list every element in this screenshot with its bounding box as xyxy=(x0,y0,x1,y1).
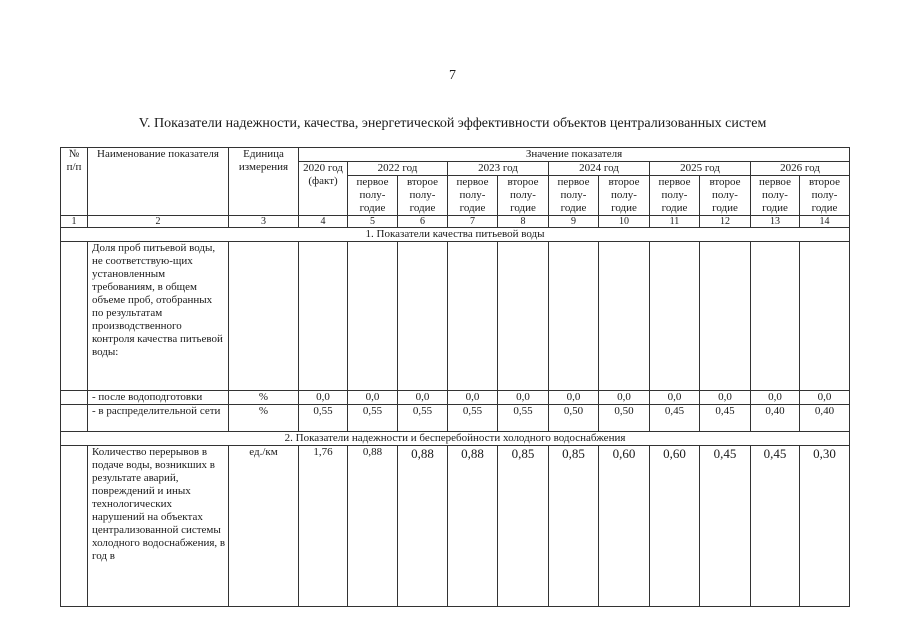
half-first-header: первое полу-годие xyxy=(549,176,599,216)
half-first-header: первое полу-годие xyxy=(348,176,398,216)
col-name-header: Наименование показателя xyxy=(88,148,229,216)
value-cell: 0,85 xyxy=(498,446,549,607)
column-index: 5 xyxy=(348,216,398,228)
indicator-name: - в распределительной сети xyxy=(88,405,229,432)
value-cell: 0,45 xyxy=(650,405,700,432)
col-num-header: № п/п xyxy=(61,148,88,216)
half-second-header: второе полу-годие xyxy=(599,176,650,216)
column-index: 1 xyxy=(61,216,88,228)
half-first-header: первое полу-годие xyxy=(448,176,498,216)
value-cell: 0,0 xyxy=(448,391,498,405)
value-cell: 0,40 xyxy=(751,405,800,432)
indicator-name: - после водоподготовки xyxy=(88,391,229,405)
value-cell: 0,0 xyxy=(498,391,549,405)
year-2023-header: 2023 год xyxy=(448,162,549,176)
half-first-header: первое полу-годие xyxy=(650,176,700,216)
value-cell: 0,0 xyxy=(599,391,650,405)
indicators-table xyxy=(60,147,850,607)
value-cell: 0,55 xyxy=(448,405,498,432)
value-cell: 0,60 xyxy=(650,446,700,607)
value-cell: 0,0 xyxy=(398,391,448,405)
value-cell: 0,0 xyxy=(348,391,398,405)
value-cell: 0,60 xyxy=(599,446,650,607)
value-cell: 0,30 xyxy=(800,446,850,607)
column-index: 9 xyxy=(549,216,599,228)
value-cell: 0,45 xyxy=(700,405,751,432)
value-cell: 0,85 xyxy=(549,446,599,607)
column-index: 10 xyxy=(599,216,650,228)
section-title: V. Показатели надежности, качества, энергетической эффективности объектов централизованных систем xyxy=(138,116,767,131)
value-cell: 0,55 xyxy=(348,405,398,432)
half-first-header: первое полу-годие xyxy=(751,176,800,216)
group-title: 1. Показатели качества питьевой воды xyxy=(61,228,850,242)
group-title: 2. Показатели надежности и бесперебойности холодного водоснабжения xyxy=(61,432,850,446)
value-cell: 0,50 xyxy=(599,405,650,432)
year-2020-header: 2020 год (факт) xyxy=(299,162,348,216)
value-cell: 0,88 xyxy=(398,446,448,607)
value-cell: 0,55 xyxy=(299,405,348,432)
column-index: 7 xyxy=(448,216,498,228)
table-row xyxy=(61,446,850,607)
value-cell: 0,55 xyxy=(498,405,549,432)
page-number: 7 xyxy=(449,68,456,83)
value-cell: 0,55 xyxy=(398,405,448,432)
col-value-header: Значение показателя xyxy=(299,148,850,162)
year-2024-header: 2024 год xyxy=(549,162,650,176)
half-second-header: второе полу-годие xyxy=(398,176,448,216)
value-cell: 0,40 xyxy=(800,405,850,432)
year-2026-header: 2026 год xyxy=(751,162,850,176)
column-index: 4 xyxy=(299,216,348,228)
value-cell: 0,45 xyxy=(751,446,800,607)
value-cell: 1,76 xyxy=(299,446,348,607)
column-index: 14 xyxy=(800,216,850,228)
col-unit-header: Единица измерения xyxy=(229,148,299,216)
year-2025-header: 2025 год xyxy=(650,162,751,176)
value-cell: 0,45 xyxy=(700,446,751,607)
column-index: 13 xyxy=(751,216,800,228)
value-cell: 0,0 xyxy=(549,391,599,405)
indicator-name: Количество перерывов в подаче воды, возникших в результате аварий, повреждений и иных технологических нарушений на объектах централизованной системы холодного водоснабжения, в год в xyxy=(88,446,229,607)
value-cell: 0,0 xyxy=(700,391,751,405)
year-2022-header: 2022 год xyxy=(348,162,448,176)
value-cell: 0,50 xyxy=(549,405,599,432)
value-cell: 0,0 xyxy=(751,391,800,405)
indicator-unit: % xyxy=(229,405,299,432)
column-index: 8 xyxy=(498,216,549,228)
half-second-header: второе полу-годие xyxy=(498,176,549,216)
column-index: 2 xyxy=(88,216,229,228)
indicator-unit: % xyxy=(229,391,299,405)
column-index: 3 xyxy=(229,216,299,228)
half-second-header: второе полу-годие xyxy=(800,176,850,216)
table-row xyxy=(61,242,850,391)
value-cell: 0,88 xyxy=(448,446,498,607)
indicator-name: Доля проб питьевой воды, не соответствую-щих установленным требованиям, в общем объеме проб, отобранных по результатам производственного контроля качества питьевой воды: xyxy=(88,242,229,391)
value-cell: 0,0 xyxy=(800,391,850,405)
table-row xyxy=(61,405,850,432)
table-row xyxy=(61,391,850,405)
value-cell: 0,88 xyxy=(348,446,398,607)
half-second-header: второе полу-годие xyxy=(700,176,751,216)
column-index-row xyxy=(61,216,850,228)
column-index: 6 xyxy=(398,216,448,228)
indicator-unit: ед./км xyxy=(229,446,299,607)
value-cell: 0,0 xyxy=(299,391,348,405)
column-index: 11 xyxy=(650,216,700,228)
column-index: 12 xyxy=(700,216,751,228)
value-cell: 0,0 xyxy=(650,391,700,405)
